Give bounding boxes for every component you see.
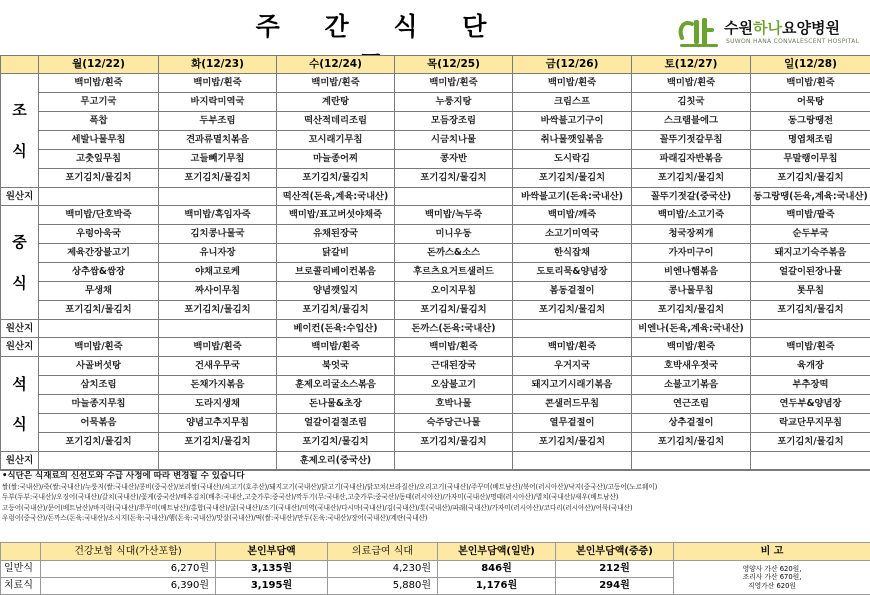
lunch_origin-row (1, 320, 870, 338)
menu-item: 건새우무국 (159, 357, 277, 376)
menu-item: 백미밥/흰죽 (39, 74, 159, 93)
dinner-row (1, 395, 870, 414)
lunch-row (1, 206, 870, 225)
menu-item: 포기김치/물김치 (277, 301, 395, 320)
origin-cell (513, 452, 632, 470)
remark-line: 영양사 가산 620원, (742, 564, 802, 573)
dinner-row (1, 338, 870, 357)
menu-item: 어묵볶음 (39, 414, 159, 433)
menu-item: 계란탕 (277, 93, 395, 112)
menu-item: 돈채가지볶음 (159, 376, 277, 395)
menu-item: 소불고기볶음 (632, 376, 751, 395)
origin-cell (159, 188, 277, 206)
price-row-label: 치료식 (1, 578, 41, 595)
day-header: 토(12/27) (632, 56, 751, 74)
origin-cell: 바싹불고기(돈육:국내산) (513, 188, 632, 206)
breakfast-row (1, 131, 870, 150)
menu-item: 우렁아욱국 (39, 225, 159, 244)
origin-note-line: 쌀(쌀:국내산)/죽(쌀:국내산)/누룽지(쌀:국내산)/콩비(중국산)/보리쌀(국내산)/쇠고기(호주산)/돼지고기(국내산)/닭고기(국내산)/닭꼬치(브라질산)/오리고기(국내산)/주꾸미(베트남산)/북어(러시아산)/낙지(중국산)/고등어(노르웨이) (2, 483, 658, 491)
menu-item: 폭찹 (39, 112, 159, 131)
dinner-row (1, 357, 870, 376)
menu-item: 삼치조림 (39, 376, 159, 395)
medical-aid-fee: 5,880원 (328, 578, 438, 595)
origin-cell: 훈제오리(중국산) (277, 452, 395, 470)
menu-item: 우거지국 (513, 357, 632, 376)
origin-cell: 비엔나(돈육,계육:국내산) (632, 320, 751, 338)
menu-item: 호박나물 (395, 395, 513, 414)
menu-item: 포기김치/물김치 (395, 433, 513, 452)
menu-body (1, 74, 870, 470)
self-pay-general-fee: 1,176원 (438, 578, 556, 595)
menu-item: 백미밥/흰죽 (277, 338, 395, 357)
price-remarks (674, 561, 870, 595)
menu-item: 명엽채조림 (751, 131, 870, 150)
menu-item: 고들빼기무침 (159, 150, 277, 169)
menu-item: 호박새우젓국 (632, 357, 751, 376)
lunch-label: 중 식 (1, 206, 39, 320)
menu-item: 돼지고기시래기볶음 (513, 376, 632, 395)
menu-item: 김칫국 (632, 93, 751, 112)
origin-cell: 꼴뚜기젓갈(중국산) (632, 188, 751, 206)
menu-item: 포기김치/물김치 (395, 301, 513, 320)
insurance-fee: 6,270원 (41, 561, 216, 578)
menu-item: 백미밥/흰죽 (751, 338, 870, 357)
menu-item: 모듬장조림 (395, 112, 513, 131)
dinner-origin-header-label: 원산지 (1, 338, 39, 357)
menu-item: 콩자반 (395, 150, 513, 169)
origin-cell: 돈까스(돈육:국내산) (395, 320, 513, 338)
menu-item: 포기김치/물김치 (751, 169, 870, 188)
price-header-cell: 본인부담액(중증) (556, 543, 674, 561)
menu-item: 연두부&양념장 (751, 395, 870, 414)
origin-cell (632, 452, 751, 470)
menu-item: 양념고추지무침 (159, 414, 277, 433)
origin-cell: 떡산적(돈육,계육:국내산) (277, 188, 395, 206)
menu-item: 청국장찌개 (632, 225, 751, 244)
menu-item: 견과류멸치볶음 (159, 131, 277, 150)
menu-item: 백미밥/소고기죽 (632, 206, 751, 225)
origin-note-line: 두부(두부:국내산)/오징어(국내산)/갈치(국내산)/꽃게(중국산)/배추김치(배추:국내산,고춧가루:중국산)/깍두기(무:국내산,고춧가루:중국산)/동태(러시아산)/가자미(국내산)/명태(러시아산)/멸치(국내산)/새우(베트남산) (2, 493, 619, 502)
menu-item: 포기김치/물김치 (513, 433, 632, 452)
menu-item: 포기김치/물김치 (513, 169, 632, 188)
lunch-row (1, 263, 870, 282)
menu-item: 백미밥/단호박죽 (39, 206, 159, 225)
menu-item: 포기김치/물김치 (159, 301, 277, 320)
origin-label: 원산지 (1, 188, 39, 206)
menu-item: 백미밥/흰죽 (513, 338, 632, 357)
lunch-row (1, 282, 870, 301)
menu-item: 돈나물&초장 (277, 395, 395, 414)
self-pay-general-fee: 846원 (438, 561, 556, 578)
menu-item: 소고기미역국 (513, 225, 632, 244)
breakfast-label: 조 식 (1, 74, 39, 188)
day-header: 월(12/22) (39, 56, 159, 74)
menu-item: 바싹불고기구이 (513, 112, 632, 131)
origin-cell (39, 188, 159, 206)
menu-item: 도토리묵&양념장 (513, 263, 632, 282)
menu-item: 백미밥/흰죽 (39, 338, 159, 357)
menu-item: 누룽지탕 (395, 93, 513, 112)
origin-note-line: 우렁이(중국산)/돈까스(돈육:국내산)/소시지(돈육:국내산)/햄(돈육:국내산)/맛살(국내산)/떡(쌀:국내산)/만두(돈육:국내산)/장어(국내산)/계란(국내산) (2, 513, 428, 522)
menu-item: 백미밥/흰죽 (277, 74, 395, 93)
price-header-cell: 본인부담액(일반) (438, 543, 556, 561)
hospital-logo-mark-icon (676, 14, 722, 50)
breakfast-row (1, 74, 870, 93)
menu-item: 유니자장 (159, 244, 277, 263)
menu-item: 백미밥/흰죽 (513, 74, 632, 93)
breakfast_origin-row (1, 188, 870, 206)
menu-item: 백미밥/팥죽 (751, 206, 870, 225)
menu-item: 무생채 (39, 282, 159, 301)
page-title: 주 간 식 단 (255, 12, 505, 41)
origin-cell (751, 452, 870, 470)
menu-item: 육개장 (751, 357, 870, 376)
menu-item: 백미밥/흰죽 (159, 338, 277, 357)
price-header-cell (1, 543, 41, 561)
lunch-row (1, 225, 870, 244)
menu-item: 비엔나햄볶음 (632, 263, 751, 282)
menu-item: 근대된장국 (395, 357, 513, 376)
menu-item: 상추쌈&쌈장 (39, 263, 159, 282)
menu-item: 동그랑땡전 (751, 112, 870, 131)
menu-item: 짜사이무침 (159, 282, 277, 301)
breakfast-row (1, 150, 870, 169)
menu-item: 브로콜리베이컨볶음 (277, 263, 395, 282)
menu-item: 백미밥/흰죽 (395, 74, 513, 93)
menu-item: 파래김자반볶음 (632, 150, 751, 169)
menu-item: 닭갈비 (277, 244, 395, 263)
menu-item: 포기김치/물김치 (395, 169, 513, 188)
origin-cell (39, 452, 159, 470)
menu-item: 봄동겉절이 (513, 282, 632, 301)
menu-item: 오삼불고기 (395, 376, 513, 395)
menu-item: 양념깻잎지 (277, 282, 395, 301)
menu-item: 취나물깻잎볶음 (513, 131, 632, 150)
menu-item: 숙주당근나물 (395, 414, 513, 433)
menu-item: 연근조림 (632, 395, 751, 414)
price-header-cell: 건강보험 식대(가산포함) (41, 543, 216, 561)
origin-cell (159, 452, 277, 470)
menu-item: 포기김치/물김치 (751, 301, 870, 320)
origin-cell: 베이컨(돈육:수입산) (277, 320, 395, 338)
menu-item: 락교단무지무침 (751, 414, 870, 433)
menu-item: 포기김치/물김치 (751, 433, 870, 452)
origin-cell (395, 188, 513, 206)
origin-cell (159, 320, 277, 338)
day-header: 금(12/26) (513, 56, 632, 74)
origin-cell (395, 452, 513, 470)
menu-item: 얼갈이겉절조림 (277, 414, 395, 433)
price-header-row (1, 543, 870, 561)
menu-item: 고춧잎무침 (39, 150, 159, 169)
menu-item: 야채고로케 (159, 263, 277, 282)
menu-item: 꼴뚜기젓갈무침 (632, 131, 751, 150)
menu-item: 백미밥/흰죽 (751, 74, 870, 93)
day-header: 일(12/28) (751, 56, 870, 74)
origin-cell: 동그랑땡(돈육,계육:국내산) (751, 188, 870, 206)
breakfast-row (1, 112, 870, 131)
dinner-row (1, 376, 870, 395)
menu-item: 미니우동 (395, 225, 513, 244)
price-header-cell: 의료급여 식대 (328, 543, 438, 561)
origin-label: 원산지 (1, 452, 39, 470)
menu-item: 세발나물무침 (39, 131, 159, 150)
menu-item: 백미밥/흰죽 (632, 74, 751, 93)
weekly-menu-table (0, 55, 870, 470)
menu-item: 시금치나물 (395, 131, 513, 150)
menu-item: 포기김치/물김치 (39, 433, 159, 452)
menu-item: 무말랭이무침 (751, 150, 870, 169)
menu-item: 톳무침 (751, 282, 870, 301)
menu-item: 마늘종지무침 (39, 395, 159, 414)
price-header-cell: 비 고 (674, 543, 870, 561)
self-pay-severe-fee: 294원 (556, 578, 674, 595)
origin-cell (513, 320, 632, 338)
menu-item: 북엇국 (277, 357, 395, 376)
menu-item: 후르츠요거트샐러드 (395, 263, 513, 282)
dinner-label: 석 식 (1, 357, 39, 452)
medical-aid-fee: 4,230원 (328, 561, 438, 578)
origin-label: 원산지 (1, 320, 39, 338)
origin-note-line: 고등어(국내산)/문어(베트남산)/바지락(국내산)/쭈꾸미(베트남산)/홍합(국내산)/굴(국내산)/조기(국내산)/미역(국내산)/다시마(국내산)/김(국내산)/톳(국내산)/파래(국내산)/가자미(러시아산)/코다리(러시아산)/어묵(국내산) (2, 503, 633, 512)
menu-item: 꼬시래기무침 (277, 131, 395, 150)
menu-item: 돼지고기숙주볶음 (751, 244, 870, 263)
remark-line: 조리사 가산 670원, (742, 573, 802, 582)
hospital-logo (676, 14, 866, 54)
self-pay-fee: 3,195원 (216, 578, 328, 595)
menu-item: 포기김치/물김치 (632, 301, 751, 320)
menu-item: 백미밥/흑임자죽 (159, 206, 277, 225)
insurance-fee: 6,390원 (41, 578, 216, 595)
origin-cell (39, 320, 159, 338)
menu-item: 백미밥/흰죽 (159, 74, 277, 93)
menu-item: 도라지생채 (159, 395, 277, 414)
menu-item: 김치콩나물국 (159, 225, 277, 244)
dinner-row (1, 433, 870, 452)
menu-item: 순두부국 (751, 225, 870, 244)
hospital-name: 수원하나요양병원 (724, 19, 840, 37)
menu-item: 백미밥/표고버섯야채죽 (277, 206, 395, 225)
menu-item: 사골버섯탕 (39, 357, 159, 376)
day-header: 화(12/23) (159, 56, 277, 74)
menu-item: 백미밥/녹두죽 (395, 206, 513, 225)
menu-item: 가자미구이 (632, 244, 751, 263)
menu-item: 백미밥/흰죽 (632, 338, 751, 357)
menu-item: 백미밥/흰죽 (395, 338, 513, 357)
self-pay-fee: 3,135원 (216, 561, 328, 578)
menu-item: 훈제오리굴소스볶음 (277, 376, 395, 395)
menu-item: 무고기국 (39, 93, 159, 112)
menu-item: 포기김치/물김치 (39, 169, 159, 188)
menu-item: 상추겉절이 (632, 414, 751, 433)
menu-item: 크림스프 (513, 93, 632, 112)
menu-item: 포기김치/물김치 (632, 169, 751, 188)
day-header: 목(12/25) (395, 56, 513, 74)
menu-item: 떡산적데리조림 (277, 112, 395, 131)
menu-item: 마늘종어찌 (277, 150, 395, 169)
lunch-row (1, 244, 870, 263)
menu-item: 스크램블에그 (632, 112, 751, 131)
menu-item: 부추장떡 (751, 376, 870, 395)
menu-item: 어묵탕 (751, 93, 870, 112)
dinner-row (1, 414, 870, 433)
menu-item: 바지락미역국 (159, 93, 277, 112)
breakfast-row (1, 93, 870, 112)
menu-item: 포기김치/물김치 (159, 433, 277, 452)
notice-text: •식단은 식재료의 신선도와 수급 사정에 따라 변경될 수 있습니다 (2, 471, 245, 481)
menu-item: 돈까스&소스 (395, 244, 513, 263)
menu-item: 포기김치/물김치 (513, 301, 632, 320)
notes-section (0, 470, 870, 542)
hospital-subtitle: SUWON HANA CONVALESCENT HOSPITAL (726, 38, 860, 45)
menu-item: 포기김치/물김치 (39, 301, 159, 320)
price-header-cell: 본인부담액 (216, 543, 328, 561)
remark-line: 직영가산 620원 (748, 581, 796, 590)
price-row-label: 일반식 (1, 561, 41, 578)
self-pay-severe-fee: 212원 (556, 561, 674, 578)
menu-item: 유채된장국 (277, 225, 395, 244)
menu-item: 포기김치/물김치 (159, 169, 277, 188)
page-header (0, 0, 870, 55)
menu-item: 백미밥/깨죽 (513, 206, 632, 225)
menu-item: 열무겉절이 (513, 414, 632, 433)
menu-item: 두부조림 (159, 112, 277, 131)
corner-cell (1, 56, 39, 74)
menu-item: 포기김치/물김치 (277, 169, 395, 188)
menu-item: 한식잡채 (513, 244, 632, 263)
menu-item: 콩나물무침 (632, 282, 751, 301)
menu-item: 도시락김 (513, 150, 632, 169)
menu-item: 포기김치/물김치 (277, 433, 395, 452)
menu-item: 콘샐러드무침 (513, 395, 632, 414)
origin-cell (751, 320, 870, 338)
menu-item: 얼갈이된장나물 (751, 263, 870, 282)
lunch-row (1, 301, 870, 320)
menu-item: 포기김치/물김치 (632, 433, 751, 452)
day-header-row (1, 56, 870, 74)
meal-price-table (0, 542, 870, 595)
day-header: 수(12/24) (277, 56, 395, 74)
dinner_origin-row (1, 452, 870, 470)
menu-item: 오이지무침 (395, 282, 513, 301)
breakfast-row (1, 169, 870, 188)
price-row-general (1, 561, 870, 578)
menu-item: 제육간장불고기 (39, 244, 159, 263)
